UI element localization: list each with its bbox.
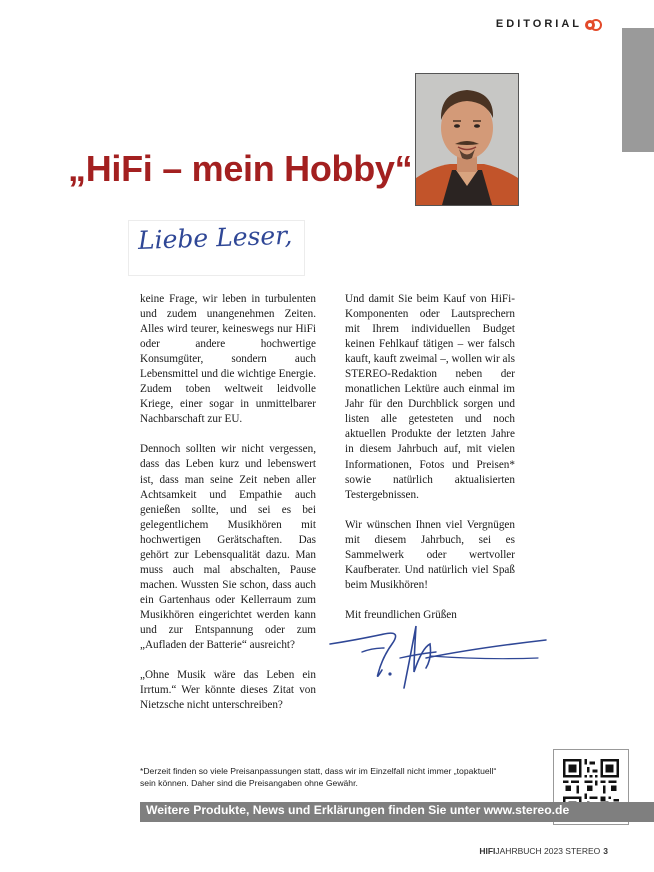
author-photo [415, 73, 519, 206]
headline: „HiFi – mein Hobby“ [68, 148, 413, 189]
paragraph: Wir wünschen Ihnen viel Vergnügen mit diesem Jahrbuch, sei es Sammelwerk oder wertvoller Kaufberater. Und natürlich viel Spaß beim Musikhören! [345, 518, 515, 591]
paragraph: „Ohne Musik wäre das Leben ein Irrtum.“ Wer könnte dieses Zitat von Nietzsche nicht unterschreiben? [140, 669, 316, 712]
article-column-right [345, 292, 515, 638]
paragraph: keine Frage, wir leben in turbulenten und zudem unangenehmen Zeiten. Alles wird teurer, keineswegs nur HiFi oder andere hochwertige Konsumgüter, sondern auch Lebensmittel und die wichtige Energie. Zudem toben weltweit leidvolle Kriege, einer sogar in unmittelbarer Nachbarschaft zur EU. [140, 293, 316, 426]
website-banner-text[interactable]: Weitere Produkte, News und Erklärungen finden Sie unter www.stereo.de [146, 803, 570, 817]
stereo-logo-icon [584, 19, 602, 31]
paragraph: Und damit Sie beim Kauf von HiFi-Komponenten oder Lautsprechern mit Ihrem individuellen Budget keinen Fehlkauf tätigen – wer falsch kauft, kauft zweimal –, wollen wir als STEREO-Redaktion neben der monatlichen Lektüre auch einmal im Jahr für den Durchblick sorgen und listen alle getesteten und noch aktuellen Produkte der letzten Jahre in diesem Jahrbuch auf, mit vielen Informationen, Fotos und Preisen* sowie natürlich aktualisierten Testergebnissen. [345, 293, 515, 501]
page-number: 3 [603, 846, 608, 856]
article-column-left [140, 292, 316, 728]
section-label: EDITORIAL [495, 18, 582, 30]
footnote [140, 765, 550, 789]
signature [326, 618, 550, 696]
side-tab [622, 28, 654, 152]
footer-brand: HIFI [479, 846, 496, 856]
paragraph: Dennoch sollten wir nicht vergessen, dass das Leben kurz und lebenswert ist, dass man seine Zeit neben aller Achtsamkeit und Empathie auch genießen sollte, und sei es bei gelegentlichem Musikhören mit hochwertigen Gerätschaften. Das gehört zur Lebensqualität dazu. Man muss auch mal abschalten, Pause machen. Wussten Sie schon, dass auch ein Gartenhaus oder Kellerraum zum Musikhören eingerichtet werden kann und zur Entspannung oder zum „Aufladen der Batterie“ ausreicht? [140, 443, 316, 652]
footnote-line: sein können. Daher sind die Preisangaben ohne Gewähr. [140, 778, 358, 788]
footer-publication: JAHRBUCH 2023 STEREO [495, 846, 601, 856]
page-footer [479, 846, 608, 856]
closing: Mit freundlichen Grüßen [345, 608, 457, 621]
footnote-line: *Derzeit finden so viele Preisanpassungen statt, dass wir im Einzelfall nicht immer „topaktuell“ [140, 766, 497, 776]
handwritten-greeting: Liebe Leser, [137, 220, 293, 255]
